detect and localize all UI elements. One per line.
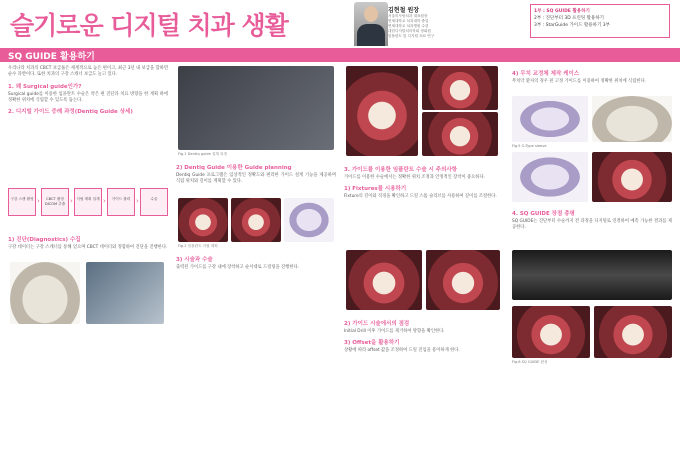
workflow-diagram — [8, 182, 168, 228]
intraoral-photo — [592, 152, 672, 202]
figure-caption: Fig.2 임플란트 식립 계획 — [178, 244, 218, 248]
arrow-icon: › — [103, 197, 106, 205]
column-1-lower — [8, 232, 168, 251]
heading: 3) 시술과 수술 — [176, 257, 213, 263]
implant-photo — [422, 112, 498, 156]
arrow-icon: › — [70, 197, 73, 205]
xray-image — [512, 250, 672, 300]
flow-step: 수술 — [140, 188, 168, 216]
column-1 — [8, 66, 168, 117]
page-header — [0, 0, 680, 44]
author-line: 연세대학교 치과대학 졸업 — [388, 19, 429, 23]
heading: 1) Fixtures를 시용하기 — [344, 186, 407, 193]
column-2 — [176, 160, 336, 186]
heading: 1. 왜 Surgical guide인가? — [8, 83, 82, 90]
intraoral-photo — [594, 306, 672, 358]
heading: 1) 진단(Diagnostics) 수집 — [8, 237, 81, 243]
author-line: 대한디지털치의학회 정회원 — [388, 29, 431, 33]
software-screenshot — [178, 66, 334, 150]
paragraph: Dentiq Guide 프로그램은 임상적인 정확도와 편리한 가이드 설계 기능을 제공하며 식립 위치와 깊이를 계획할 수 있다. — [176, 173, 336, 185]
author-photo — [354, 2, 388, 46]
author-info — [388, 5, 478, 49]
implant-photo — [346, 66, 418, 156]
series-item: 1부 : SQ GUIDE 활용하기 — [534, 9, 590, 14]
flow-step: CBCT 촬영 DICOM 추출 — [41, 188, 69, 216]
heading: 2) Dentiq Guide 이용한 Guide planning — [176, 165, 292, 171]
figure-caption: Fig.1 Dentiq guide 설계 과정 — [178, 152, 227, 156]
intraoral-photo — [178, 198, 228, 242]
section-bar — [0, 48, 680, 62]
series-box — [530, 4, 670, 38]
paragraph: 구강 데이터는 구강 스캐너를 통해 얻으며 CBCT 데이터와 정합하여 진단을 진행한다. — [8, 245, 168, 250]
heading: 3. 가이드를 이용한 임플란트 수술 시 주의사항 — [344, 167, 458, 173]
author-line: 연세대학교 치과병원 수련 — [388, 24, 429, 28]
section-title: SQ GUIDE 활용하기 — [8, 52, 95, 62]
series-item: 2부 : 진단부터 3D 프린팅 활용하기 — [534, 16, 605, 21]
author-name: 김현철 원장 — [388, 7, 420, 14]
heading: 2. 디지털 가이드 증례 과정(Dentiq Guide 상세) — [8, 109, 133, 116]
column-4-lower — [512, 206, 672, 232]
figure-caption: Fig.5 O-Type sleeve — [512, 144, 547, 148]
intro-paragraph: 우리나라 치과의 CBCT 보급률은 세계적으로 높은 편이고, 최근 3년 내 보급을 합하면 순수 과반이다. 또한 치과의 구강 스캐너 보급도 늘고 있다. — [8, 66, 168, 78]
paragraph: 무치악 환자의 경우 핀 고정 가이드를 이용하여 정확한 위치에 식립한다. — [512, 79, 647, 84]
guide-photo — [512, 152, 588, 202]
figure-caption: Fig.6 SQ GUIDE 완성 — [512, 360, 548, 364]
arrow-icon: › — [37, 197, 40, 205]
flow-step: 가이드 출력 — [107, 188, 135, 216]
column-2-lower — [176, 252, 336, 271]
column-3-lower — [344, 316, 504, 355]
column-4 — [512, 66, 672, 85]
implant-photo — [422, 66, 498, 110]
heading: 3) Offset을 활용하기 — [344, 340, 400, 347]
intraoral-photo — [231, 198, 281, 242]
paragraph: SQ GUIDE는 진단부터 수술까지 전 과정을 디지털로 연결하여 예측 가능한 결과를 제공한다. — [512, 219, 672, 231]
guide-photo — [284, 198, 334, 242]
arrow-icon: › — [136, 197, 139, 205]
heading: 4. SQ GUIDE 장점 총평 — [512, 211, 575, 217]
model-photo — [592, 96, 672, 142]
column-3 — [344, 162, 504, 201]
drill-photo — [426, 250, 500, 310]
drill-photo — [346, 250, 422, 310]
heading: 2) 가이드 시술에서의 점검 — [344, 321, 410, 327]
paragraph: 상황에 따라 offset 값을 조정하여 드릴 진입을 용이하게 한다. — [344, 348, 460, 354]
author-line: 임플란트 및 디지털 치료 연구 — [388, 34, 435, 38]
flow-step: 식립 계획 설계 — [74, 188, 102, 216]
heading: 4) 무치 교정체 제작 케이스 — [512, 71, 580, 77]
dental-model-image — [10, 262, 80, 324]
page-title: 슬기로운 디지털 치과 생활 — [10, 11, 288, 40]
guide-photo — [512, 96, 588, 142]
cbct-image — [86, 262, 164, 324]
paragraph: 출력된 가이드를 구강 내에 장착하고 순서대로 드릴링을 진행한다. — [176, 265, 299, 270]
author-line: 서울미사랑치과 대표원장 — [388, 14, 428, 18]
series-item: 3부 : StarGuide 가이드 활용하기 3부 — [534, 23, 610, 28]
paragraph: Fixture의 길이와 직경을 확인하고 드릴 스톱 슬리브를 사용하여 깊이를 조절한다. — [344, 194, 497, 200]
paragraph: Surgical guide를 이용한 임플란트 수술은 약은 편 진단과 치료 방향을 한 계획 하에 정확한 위치에 식립할 수 있도록 돕는다. — [8, 91, 168, 103]
paragraph: Initial Drill 이후 가이드를 제거하여 방향을 확인한다. — [344, 329, 445, 334]
flow-step: 구강 스캔 촬영 — [8, 188, 36, 216]
intraoral-photo — [512, 306, 590, 358]
paragraph: 가이드를 이용한 수술에서는 정확한 위치 조정과 안정적인 장착이 중요하다. — [344, 175, 485, 180]
